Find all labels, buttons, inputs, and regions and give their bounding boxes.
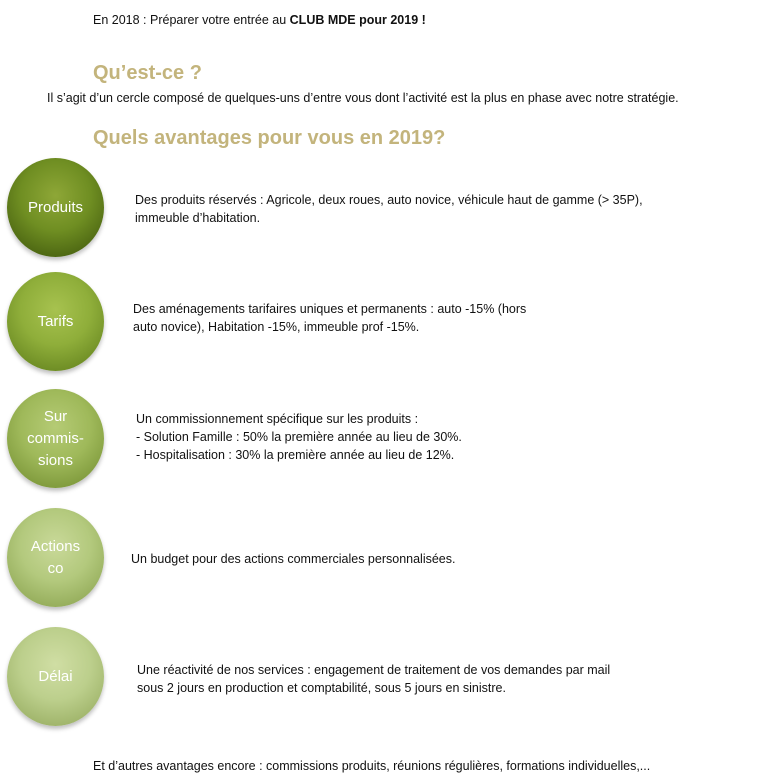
section-description: Il s’agit d’un cercle composé de quelques-uns d’entre vous dont l’activité est la plus en phase avec notre stratégie. — [47, 91, 679, 105]
advantage-circle-actions — [7, 508, 104, 607]
advantage-line: - Hospitalisation : 30% la première année au lieu de 12%. — [136, 448, 455, 462]
advantage-text-produits — [135, 191, 643, 227]
advantage-line: Des produits réservés : Agricole, deux roues, auto novice, véhicule haut de gamme (> 35P), — [135, 193, 643, 207]
intro-line — [93, 13, 426, 27]
intro-prefix: En 2018 : Préparer votre entrée au — [93, 13, 290, 27]
circle-label-line: Sur — [43, 407, 68, 425]
advantage-line: Une réactivité de nos services : engagement de traitement de vos demandes par mail — [137, 663, 611, 677]
circle-label-line: commis- — [27, 429, 84, 447]
advantage-line: Des aménagements tarifaires uniques et permanents : auto -15% (hors — [133, 302, 527, 316]
circle-label-line: co — [47, 559, 64, 577]
advantage-line: sous 2 jours en production et comptabilité, sous 5 jours en sinistre. — [137, 681, 506, 695]
circle-label-line: Tarifs — [37, 312, 74, 330]
advantage-text-delai — [137, 661, 610, 697]
advantage-text-actions — [131, 550, 455, 568]
section-heading-advantages: Quels avantages pour vous en 2019? — [93, 127, 446, 149]
advantage-line: auto novice), Habitation -15%, immeuble prof -15%. — [133, 320, 420, 334]
intro-bold: CLUB MDE pour 2019 ! — [289, 13, 426, 27]
advantage-circle-delai — [7, 627, 104, 726]
circle-label-line: Délai — [38, 667, 73, 685]
advantage-circle-commissions — [7, 389, 104, 488]
circle-label-line: Actions — [30, 537, 81, 555]
circle-label-line: Produits — [27, 198, 84, 216]
advantage-line: Un budget pour des actions commerciales personnalisées. — [131, 552, 456, 566]
advantage-text-commissions — [136, 410, 462, 464]
advantage-text-tarifs — [133, 300, 526, 336]
advantage-line: Un commissionnement spécifique sur les produits : — [136, 412, 419, 426]
section-heading-what: Qu’est-ce ? — [93, 62, 202, 84]
advantage-circle-produits — [7, 158, 104, 257]
advantage-line: - Solution Famille : 50% la première année au lieu de 30%. — [136, 430, 462, 444]
closing-line: Et d’autres avantages encore : commissions produits, réunions régulières, formations individuelles,... — [93, 759, 651, 773]
advantage-line: immeuble d’habitation. — [135, 211, 261, 225]
circle-label-line: sions — [37, 451, 73, 469]
advantage-circle-tarifs — [7, 272, 104, 371]
